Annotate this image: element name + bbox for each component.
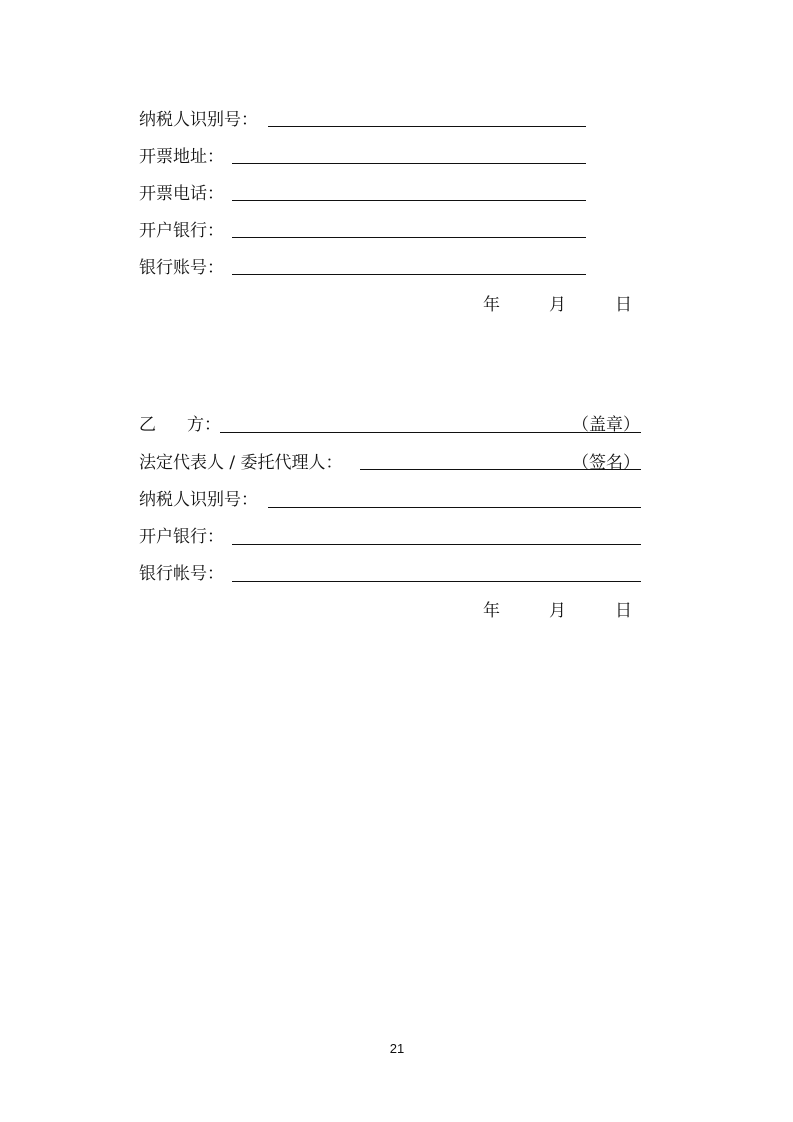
- opening-bank-line[interactable]: [232, 237, 586, 238]
- party-b-date-year-label: 年: [483, 601, 500, 621]
- taxpayer-id-label: 纳税人识别号：: [139, 110, 258, 130]
- invoice-address-label: 开票地址：: [139, 147, 224, 167]
- party-b-taxpayer-id-label: 纳税人识别号：: [139, 490, 258, 510]
- bank-account-label: 银行账号：: [139, 258, 224, 278]
- party-b-date-month-label: 月: [549, 601, 566, 621]
- invoice-phone-label: 开票电话：: [139, 184, 224, 204]
- date-year-label: 年: [483, 295, 500, 315]
- seal-note: （盖章）: [572, 415, 640, 435]
- signature-note: （签名）: [572, 453, 640, 473]
- party-b-bank-account-line[interactable]: [232, 581, 641, 582]
- party-b-taxpayer-id-line[interactable]: [268, 507, 641, 508]
- invoice-phone-line[interactable]: [232, 200, 586, 201]
- page-number: 21: [389, 1041, 405, 1056]
- party-b-bank-account-label: 银行帐号：: [139, 564, 224, 584]
- party-b-label-2: 方：: [187, 415, 221, 435]
- invoice-address-line[interactable]: [232, 163, 586, 164]
- party-b-opening-bank-label: 开户银行：: [139, 527, 224, 547]
- bank-account-line[interactable]: [232, 274, 586, 275]
- party-b-label-1: 乙: [139, 415, 156, 435]
- date-month-label: 月: [549, 295, 566, 315]
- date-day-label: 日: [615, 295, 632, 315]
- taxpayer-id-line[interactable]: [268, 126, 586, 127]
- opening-bank-label: 开户银行：: [139, 221, 224, 241]
- party-b-opening-bank-line[interactable]: [232, 544, 641, 545]
- representative-label: 法定代表人 / 委托代理人：: [139, 453, 343, 473]
- party-b-date-day-label: 日: [615, 601, 632, 621]
